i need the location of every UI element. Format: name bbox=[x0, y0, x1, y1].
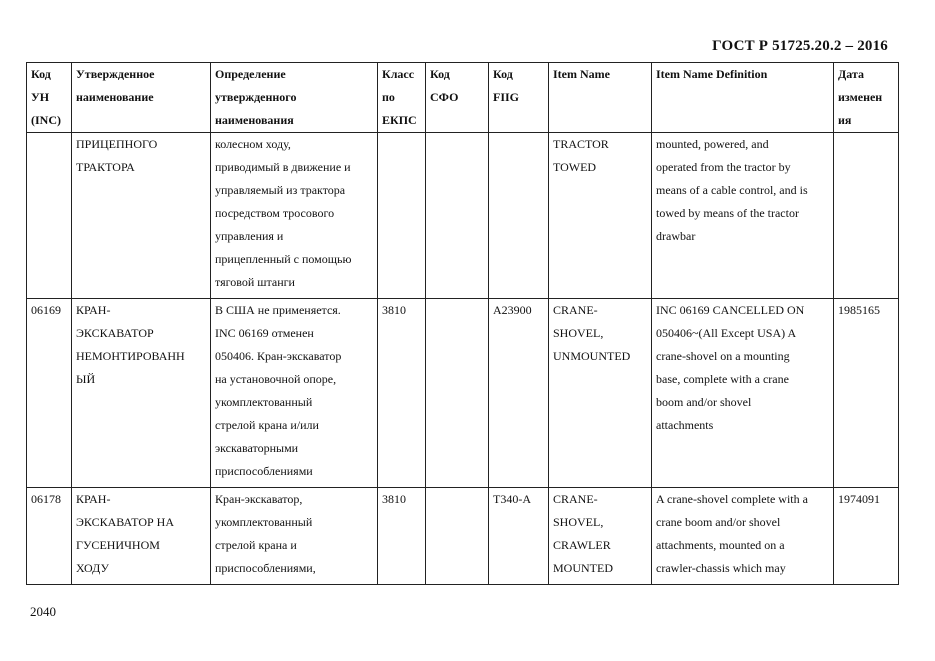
cell-change-date: 1985165 bbox=[834, 299, 899, 488]
cell-approved-name: КРАН- ЭКСКАВАТОР НА ГУСЕНИЧНОМ ХОДУ bbox=[72, 488, 211, 585]
table-row bbox=[27, 488, 899, 585]
cell-definition: Кран-экскаватор, укомплектованный стрелой крана и приспособлениями, bbox=[211, 488, 378, 585]
cell-item-definition: INC 06169 CANCELLED ON 050406~(All Except USA) A crane-shovel on a mounting base, complete with a crane boom and/or shovel attachments bbox=[652, 299, 834, 488]
table-header-row bbox=[27, 63, 899, 133]
cell-approved-name: ПРИЦЕПНОГО ТРАКТОРА bbox=[72, 133, 211, 299]
cell-item-definition: mounted, powered, and operated from the tractor by means of a cable control, and is towed by means of the tractor drawbar bbox=[652, 133, 834, 299]
cell-inc bbox=[27, 133, 72, 299]
cell-sfo-code bbox=[426, 133, 489, 299]
cell-change-date bbox=[834, 133, 899, 299]
col-header-fiig-code: Код FIIG bbox=[489, 63, 549, 133]
cell-item-definition: A crane-shovel complete with a crane boom and/or shovel attachments, mounted on a crawler-chassis which may bbox=[652, 488, 834, 585]
col-header-change-date: Дата изменен ия bbox=[834, 63, 899, 133]
col-header-sfo-code: Код СФО bbox=[426, 63, 489, 133]
cell-sfo-code bbox=[426, 488, 489, 585]
cell-inc: 06169 bbox=[27, 299, 72, 488]
cell-sfo-code bbox=[426, 299, 489, 488]
cell-item-name: CRANE- SHOVEL, UNMOUNTED bbox=[549, 299, 652, 488]
table-row bbox=[27, 299, 899, 488]
col-header-inc: Код УН (INC) bbox=[27, 63, 72, 133]
col-header-item-name: Item Name bbox=[549, 63, 652, 133]
cell-fiig-code: T340-A bbox=[489, 488, 549, 585]
cell-change-date: 1974091 bbox=[834, 488, 899, 585]
col-header-definition: Определение утвержденного наименования bbox=[211, 63, 378, 133]
cell-fiig-code: A23900 bbox=[489, 299, 549, 488]
col-header-item-definition: Item Name Definition bbox=[652, 63, 834, 133]
cell-definition: колесном ходу, приводимый в движение и управляемый из трактора посредством тросового управления и прицепленный с помощью тяговой штанги bbox=[211, 133, 378, 299]
cell-inc: 06178 bbox=[27, 488, 72, 585]
cell-approved-name: КРАН- ЭКСКАВАТОР НЕМОНТИРОВАНН ЫЙ bbox=[72, 299, 211, 488]
document-header: ГОСТ Р 51725.20.2 – 2016 bbox=[712, 38, 888, 54]
cell-definition: В США не применяется. INC 06169 отменен 050406. Кран-экскаватор на установочной опоре, укомплектованный стрелой крана и/или экскаваторными приспособлениями bbox=[211, 299, 378, 488]
cell-ekps-class: 3810 bbox=[378, 299, 426, 488]
col-header-ekps-class: Класс по ЕКПС bbox=[378, 63, 426, 133]
page-number: 2040 bbox=[30, 604, 56, 619]
cell-fiig-code bbox=[489, 133, 549, 299]
nomenclature-table bbox=[26, 62, 899, 585]
cell-item-name: CRANE- SHOVEL, CRAWLER MOUNTED bbox=[549, 488, 652, 585]
cell-item-name: TRACTOR TOWED bbox=[549, 133, 652, 299]
cell-ekps-class bbox=[378, 133, 426, 299]
table-row bbox=[27, 133, 899, 299]
cell-ekps-class: 3810 bbox=[378, 488, 426, 585]
col-header-approved-name: Утвержденное наименование bbox=[72, 63, 211, 133]
